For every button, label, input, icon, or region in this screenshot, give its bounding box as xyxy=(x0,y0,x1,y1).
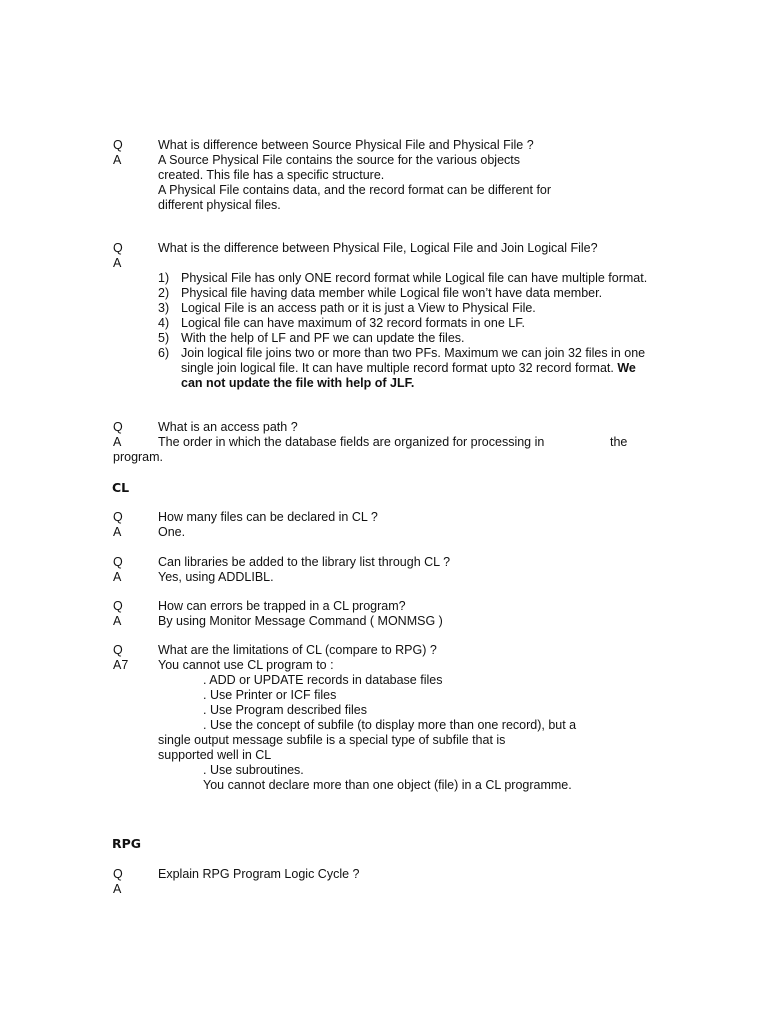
question-label: Q xyxy=(113,555,123,569)
answer-text: By using Monitor Message Command ( MONMSG ) xyxy=(158,614,443,628)
list-item-emphasis: We xyxy=(617,361,636,375)
list-item-emphasis: can not update the file with help of JLF. xyxy=(181,376,415,390)
question-label: Q xyxy=(113,867,123,881)
question-label: Q xyxy=(113,599,123,613)
answer-line: A Source Physical File contains the source for the various objects xyxy=(158,153,520,167)
list-number: 4) xyxy=(158,316,170,330)
answer-text: You cannot use CL program to : xyxy=(158,658,334,672)
question-text: Explain RPG Program Logic Cycle ? xyxy=(158,867,360,881)
answer-label: A xyxy=(113,153,122,167)
answer-label: A xyxy=(113,256,122,270)
question-text: What are the limitations of CL (compare to RPG) ? xyxy=(158,643,437,657)
answer-label: A xyxy=(113,882,122,896)
list-number: 1) xyxy=(158,271,170,285)
list-item: . ADD or UPDATE records in database files xyxy=(203,673,443,687)
answer-label: A xyxy=(113,435,122,449)
question-text: What is difference between Source Physical File and Physical File ? xyxy=(158,138,534,152)
list-item: With the help of LF and PF we can update the files. xyxy=(181,331,465,345)
answer-line-end: the xyxy=(610,435,628,449)
question-label: Q xyxy=(113,241,123,255)
list-item-continuation-text: single join logical file. It can have multiple record format upto 32 record format. xyxy=(181,361,614,375)
list-item: Physical file having data member while Logical file won’t have data member. xyxy=(181,286,603,300)
question-label: Q xyxy=(113,420,123,434)
answer-label: A xyxy=(113,614,122,628)
list-item-continuation xyxy=(181,361,636,376)
list-item-continuation: supported well in CL xyxy=(158,748,272,762)
answer-line: created. This file has a specific structure. xyxy=(158,168,385,182)
question-label: Q xyxy=(113,643,123,657)
answer-label: A xyxy=(113,525,122,539)
question-label: Q xyxy=(113,138,123,152)
list-number: 2) xyxy=(158,286,170,300)
list-item: . Use Program described files xyxy=(203,703,367,717)
section-heading-rpg: RPG xyxy=(112,836,142,851)
list-number: 5) xyxy=(158,331,170,345)
answer-line: A Physical File contains data, and the record format can be different for xyxy=(158,183,552,197)
section-heading-cl: CL xyxy=(112,480,130,495)
list-item: . Use the concept of subfile (to display more than one record), but a xyxy=(203,718,577,732)
answer-line: program. xyxy=(113,450,164,464)
answer-line: The order in which the database fields are organized for processing in xyxy=(158,435,545,449)
question-text: How can errors be trapped in a CL program? xyxy=(158,599,406,613)
list-item: Logical file can have maximum of 32 record formats in one LF. xyxy=(181,316,525,330)
answer-line: different physical files. xyxy=(158,198,281,212)
list-number: 3) xyxy=(158,301,170,315)
answer-label: A7 xyxy=(113,658,129,672)
question-text: How many files can be declared in CL ? xyxy=(158,510,378,524)
question-text: What is an access path ? xyxy=(158,420,298,434)
list-item: Logical File is an access path or it is just a View to Physical File. xyxy=(181,301,536,315)
answer-label: A xyxy=(113,570,122,584)
list-item-continuation: single output message subfile is a special type of subfile that is xyxy=(158,733,506,747)
question-label: Q xyxy=(113,510,123,524)
question-text: What is the difference between Physical File, Logical File and Join Logical File? xyxy=(158,241,598,255)
answer-note: You cannot declare more than one object (file) in a CL programme. xyxy=(203,778,572,792)
list-number: 6) xyxy=(158,346,170,360)
list-item: . Use Printer or ICF files xyxy=(203,688,337,702)
list-item: Physical File has only ONE record format while Logical file can have multiple format. xyxy=(181,271,648,285)
list-item: Join logical file joins two or more than two PFs. Maximum we can join 32 files in one xyxy=(181,346,646,360)
answer-text: Yes, using ADDLIBL. xyxy=(158,570,274,584)
answer-text: One. xyxy=(158,525,186,539)
question-text: Can libraries be added to the library list through CL ? xyxy=(158,555,451,569)
list-item: . Use subroutines. xyxy=(203,763,304,777)
